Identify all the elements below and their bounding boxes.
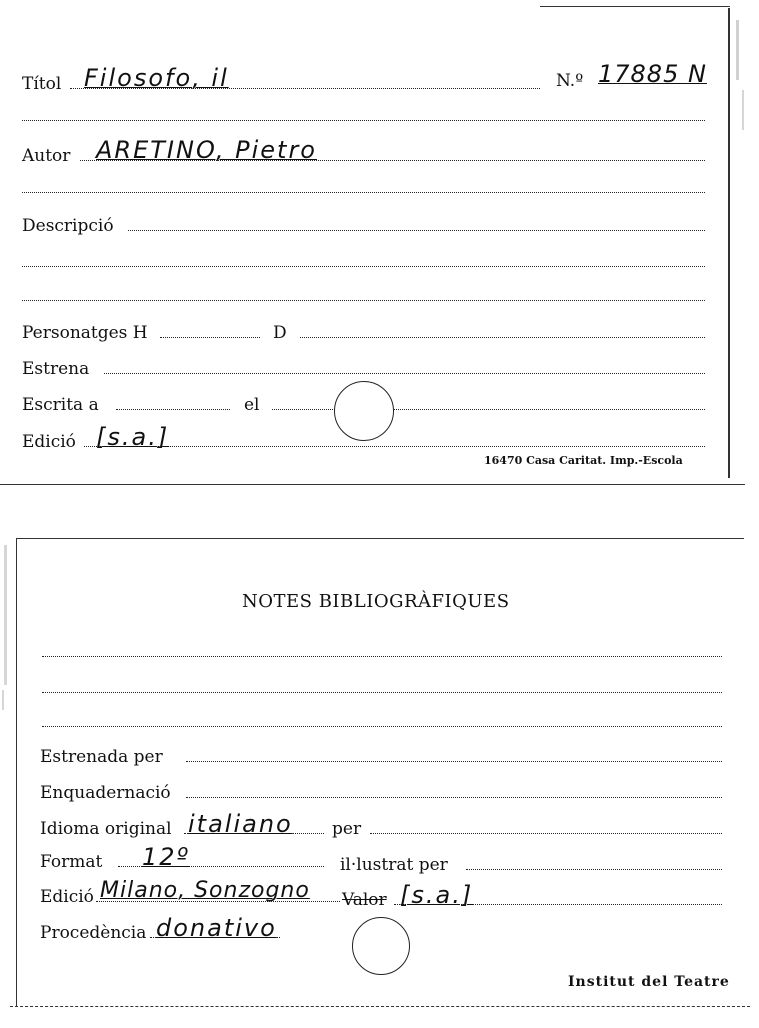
punch-hole bbox=[334, 381, 394, 441]
printer-imprint: 16470 Casa Caritat. Imp.-Escola bbox=[484, 454, 683, 467]
illustrat-label: il·lustrat per bbox=[340, 855, 448, 875]
escrita-line bbox=[116, 409, 230, 410]
blank-line-4 bbox=[22, 300, 705, 301]
format-label: Format bbox=[40, 852, 103, 872]
autor-handwritten: ARETINO, Pietro bbox=[96, 136, 317, 164]
procedencia-handwritten: donativo bbox=[156, 914, 277, 942]
notes-heading: NOTES BIBLIOGRÀFIQUES bbox=[242, 591, 510, 612]
idioma-per-label: per bbox=[332, 819, 362, 839]
personatges-d-line bbox=[300, 337, 705, 338]
punch-hole-back bbox=[352, 917, 410, 975]
num-handwritten: 17885 N bbox=[598, 60, 707, 88]
descripcio-label: Descripció bbox=[22, 216, 114, 236]
valor-handwritten: [s.a.] bbox=[400, 881, 474, 909]
estrena-line bbox=[104, 373, 705, 374]
edicio-handwritten: [s.a.] bbox=[96, 423, 170, 451]
personatges-d-label: D bbox=[273, 323, 287, 343]
card-back-bottom-edge bbox=[10, 1006, 750, 1007]
personatges-label: Personatges H bbox=[22, 323, 148, 343]
notes-line-2 bbox=[42, 692, 722, 693]
edicio2-label: Edició bbox=[40, 887, 94, 907]
blank-line-3 bbox=[22, 266, 705, 267]
blank-line-2 bbox=[22, 192, 705, 193]
card-front-right-edge bbox=[728, 8, 730, 478]
el-label: el bbox=[244, 395, 260, 415]
enquadernacio-line bbox=[186, 797, 722, 798]
estrena-label: Estrena bbox=[22, 359, 90, 379]
idioma-per-line bbox=[370, 833, 722, 834]
card-back-top-edge bbox=[16, 538, 744, 539]
edicio2-handwritten: Milano, Sonzogno bbox=[100, 878, 310, 903]
escrita-label: Escrita a bbox=[22, 395, 99, 415]
notes-line-3 bbox=[42, 726, 722, 727]
card-back-left-edge bbox=[16, 538, 17, 1006]
speck bbox=[4, 545, 7, 685]
edicio-label: Edició bbox=[22, 432, 76, 452]
institut-footer: Institut del Teatre bbox=[568, 974, 730, 990]
valor-label: Valor bbox=[342, 890, 387, 910]
speck bbox=[2, 690, 4, 710]
card-front-bottom-edge bbox=[0, 484, 745, 485]
estrenada-line bbox=[186, 761, 722, 762]
blank-line-1 bbox=[22, 120, 705, 121]
edicio-line bbox=[84, 446, 705, 447]
speck bbox=[742, 90, 744, 130]
format-handwritten: 12º bbox=[142, 843, 190, 871]
illustrat-line bbox=[466, 869, 722, 870]
descripcio-line bbox=[128, 230, 705, 231]
estrenada-label: Estrenada per bbox=[40, 747, 163, 767]
enquadernacio-label: Enquadernació bbox=[40, 783, 171, 803]
idioma-handwritten: italiano bbox=[188, 810, 293, 838]
procedencia-label: Procedència bbox=[40, 923, 147, 943]
autor-label: Autor bbox=[22, 146, 71, 166]
card-front-top-edge bbox=[540, 6, 730, 7]
num-label: N.º bbox=[556, 71, 584, 91]
titol-label: Títol bbox=[22, 74, 62, 94]
idioma-label: Idioma original bbox=[40, 819, 172, 839]
speck bbox=[736, 20, 739, 80]
titol-handwritten: Filosofo, il bbox=[84, 64, 229, 92]
personatges-h-line bbox=[160, 337, 260, 338]
notes-line-1 bbox=[42, 656, 722, 657]
